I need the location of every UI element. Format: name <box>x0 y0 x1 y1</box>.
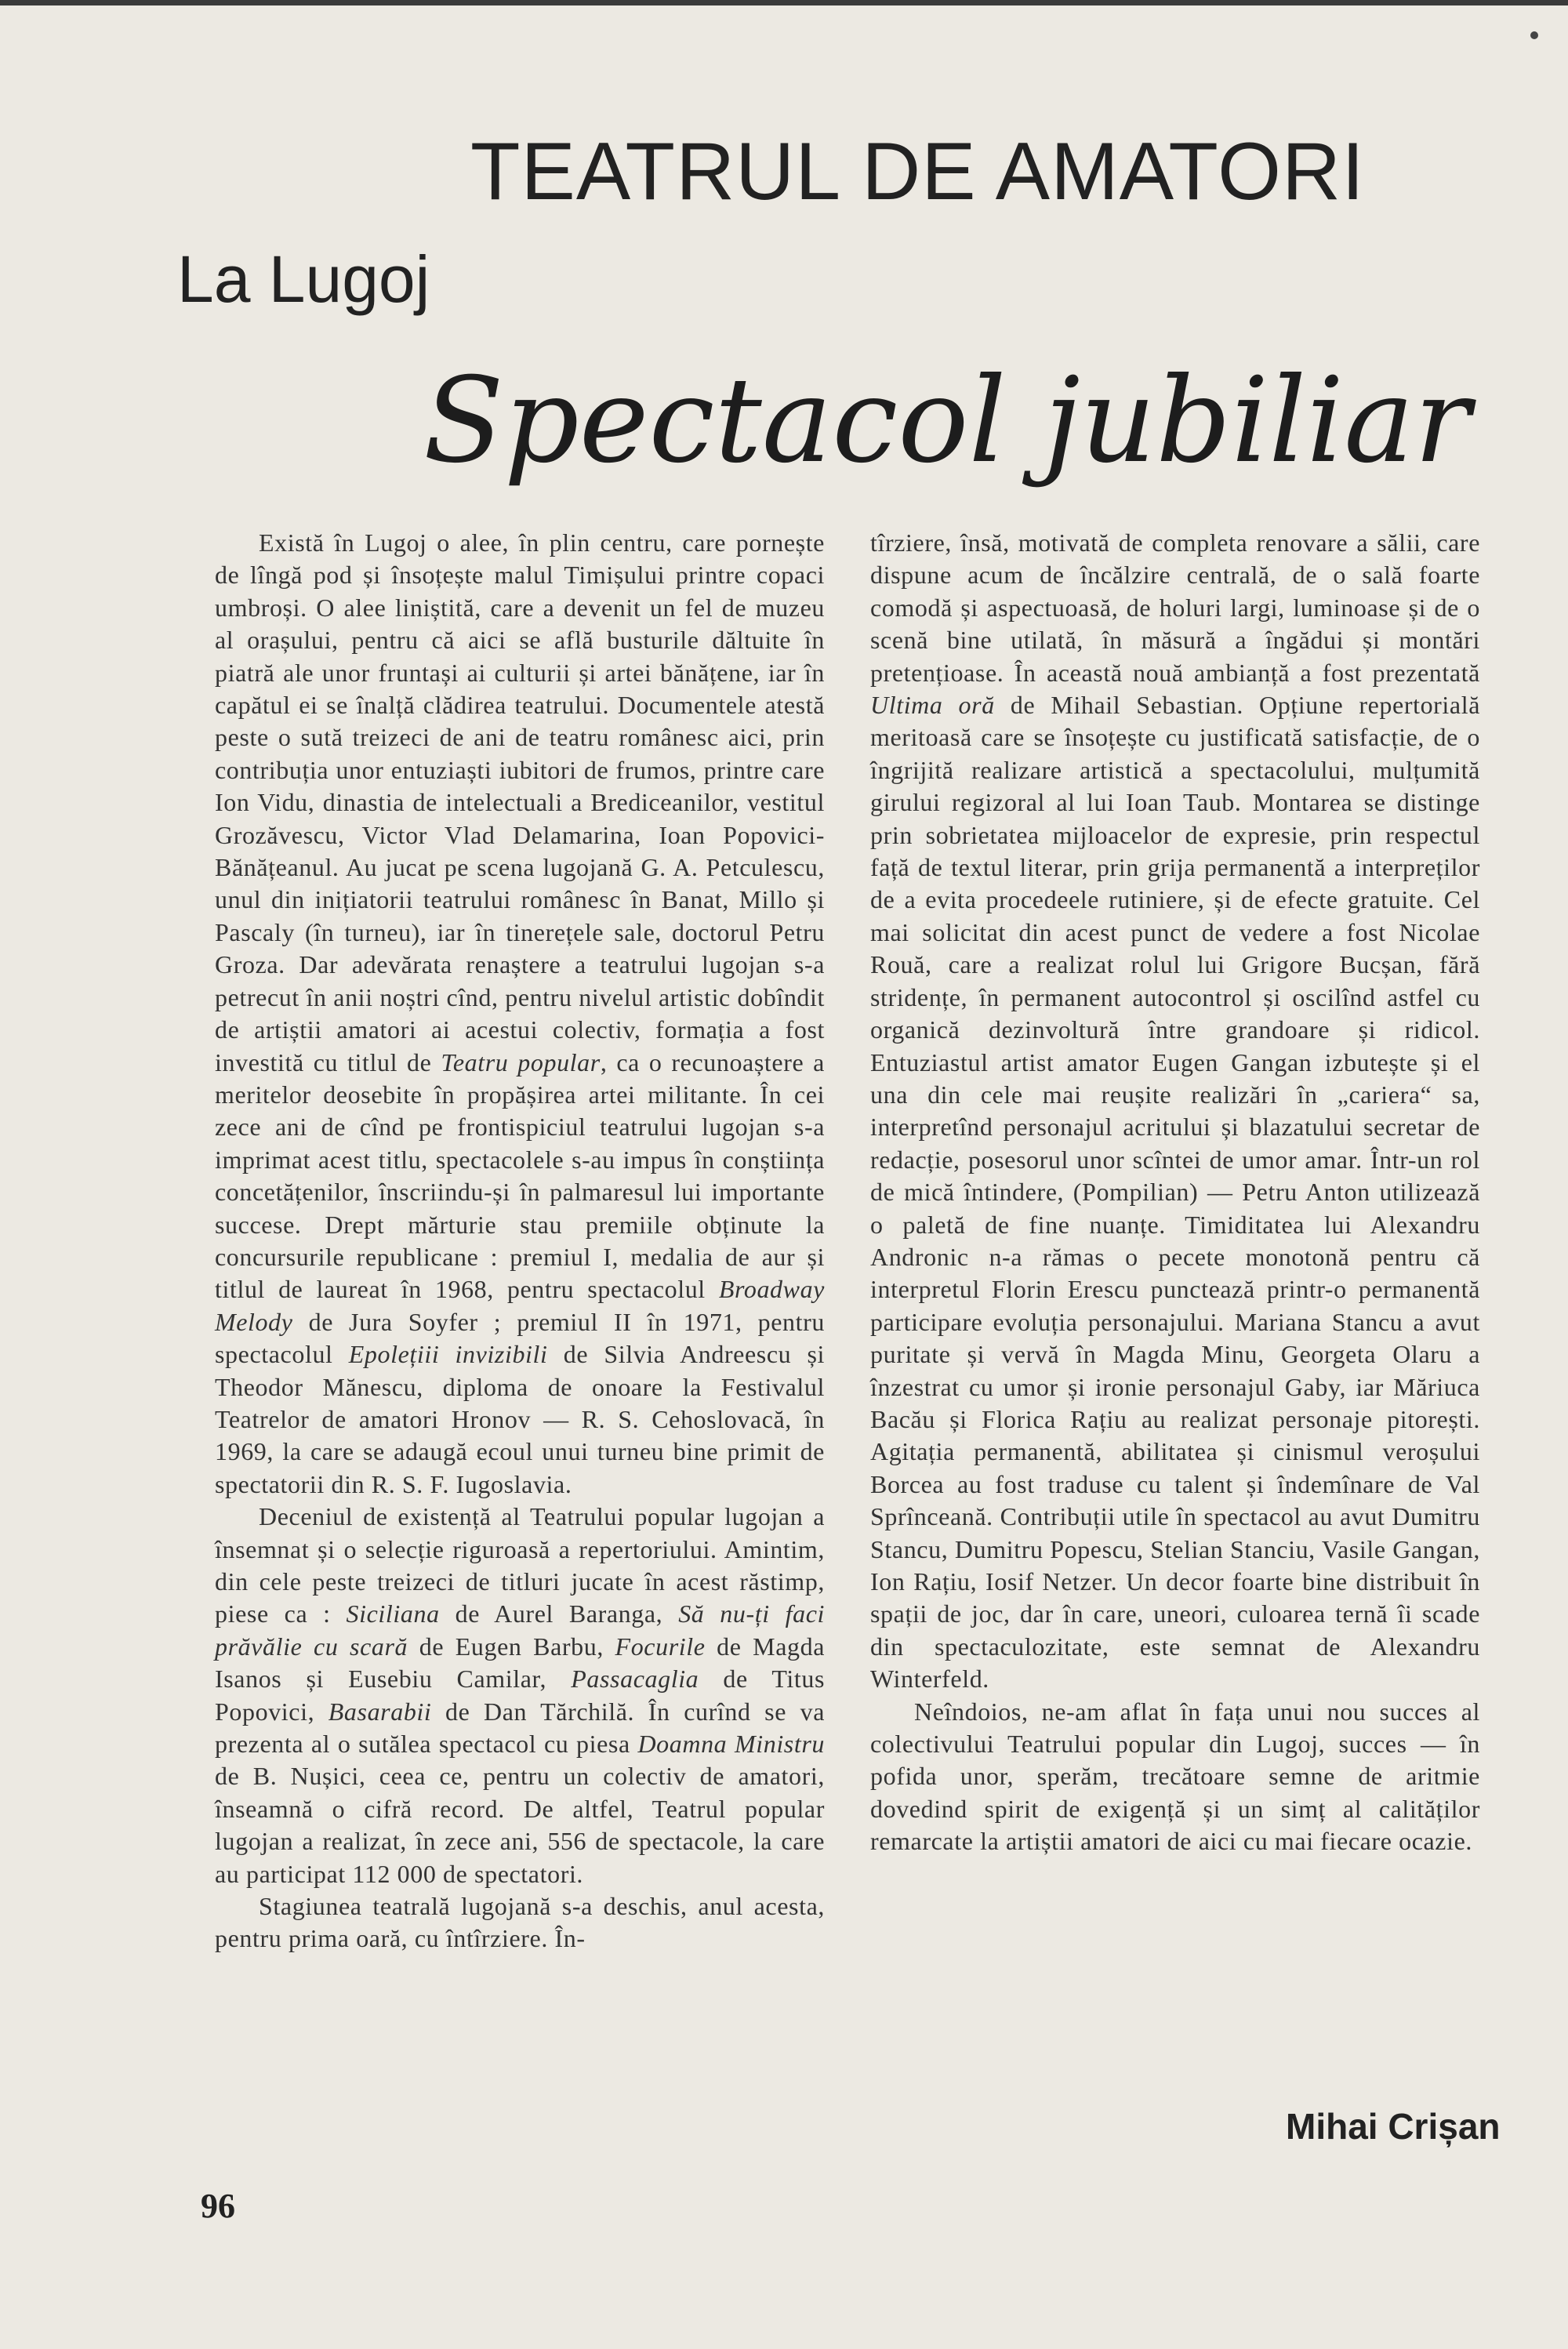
italic-title: Să nu-ți faci prăvălie cu scară <box>215 1599 825 1661</box>
article-paragraph: Stagiunea teatrală lugojană s-a deschis, anul acesta, pentru prima oară, cu întîrziere. În- <box>215 1892 825 1953</box>
italic-title: Ultima oră <box>870 691 995 720</box>
italic-title: Basarabii <box>328 1697 432 1726</box>
article-column-right <box>870 527 1480 1858</box>
section-title: TEATRUL DE AMATORI <box>470 126 1365 217</box>
ink-mark <box>1530 31 1538 39</box>
top-rule <box>0 0 1568 5</box>
article-column-left <box>215 527 825 1955</box>
article-paragraph: Deceniul de existență al Teatrului popular lugojan a însemnat și o selecție riguroasă a repertoriului. Amintim, din cele peste treizeci de titluri jucate în acest răstimp, piese ca : Siciliana de Aurel Baranga, Să nu-ți faci prăvălie cu scară de Eugen Barbu, Focurile de Magda Isanos și Eusebiu Camilar, Passacaglia de Titus Popovici, Basarabii de Dan Tărchilă. În curînd se va prezenta al o sutălea spectacol cu piesa Doamna Ministru de B. Nușici, ceea ce, pentru un colectiv de amatori, înseamnă o cifră record. De altfel, Teatrul popular lugojan a realizat, în zece ani, 556 de spectacole, la care au participat 112 000 de spectatori. <box>215 1502 826 1888</box>
city-subtitle: La Lugoj <box>177 242 430 316</box>
italic-title: Broadway Melody <box>215 1275 825 1336</box>
italic-title: Epolețiii invizibili <box>348 1340 548 1369</box>
article-paragraph: tîrziere, însă, motivată de completa renovare a sălii, care dispune acum de încălzire centrală, de o sală foarte comodă și aspectuoasă, de holuri largi, luminoase și de o scenă bine utilată, în măsură a îngădui și montări pretențioase. În această nouă ambianță a fost prezentată Ultima oră de Mihail Sebastian. Opțiune repertorială meritoasă care se însoțește cu justificată satisfacție, de o îngrijită realizare artistică a spectacolului, mulțumită girului regizoral al lui Ioan Taub. Montarea se distinge prin sobrietatea mijloacelor de expresie, prin respectul față de textul literar, prin grija permanentă a interpreților de a evita procedeele rutiniere, și de efecte gratuite. Cel mai solicitat din acest punct de vedere a fost Nicolae Rouă, care a realizat rolul lui Grigore Bucșan, fără stridențe, în permanent autocontrol și oscilînd astfel cu organică dezinvoltură între grandoare și ridicol. Entuziastul artist amator Eugen Gangan izbutește și el una din cele mai reușite realizări în „cariera“ sa, interpretînd personajul acritului și blazatului secretar de redacție, posesorul unor scîntei de umor amar. Într-un rol de mică întindere, (Pompilian) — Petru Anton utilizează o paletă de fine nuanțe. Timiditatea lui Alexandru Andronic n-a rămas o pecete monotonă pentru că interpretul Florin Erescu punctează printr-o permanentă participare evoluția personajului. Mariana Stancu a avut puritate și vervă în Magda Minu, Georgeta Olaru a înzestrat cu umor și ironie personajul Gaby, iar Măriuca Bacău și Florica Rațiu au realizat personaje pitorești. Agitația permanentă, abilitatea și cinismul veroșului Borcea au fost traduse cu talent și îndemînare de Val Sprînceană. Contribuții utile în spectacol au avut Dumitru Stancu, Dumitru Popescu, Stelian Stanciu, Vasile Gangan, Ion Rațiu, Iosif Netzer. Un decor foarte bine distribuit în spații de joc, dar în care, uneori, culoarea ternă îi scade din spectaculozitate, este semnat de Alexandru Winterfeld. <box>870 528 1481 1694</box>
italic-title: Passacaglia <box>571 1665 699 1694</box>
italic-title: Doamna Ministru <box>637 1730 826 1759</box>
article-paragraph: Există în Lugoj o alee, în plin centru, care pornește de lîngă pod și însoțește malul Timișului printre copaci umbroși. O alee liniștită, care a devenit un fel de muzeu al orașului, pentru că aici se află busturile dăltuite în piatră ale unor fruntași ai culturii și artei bănățene, iar în capătul ei se înalță clădirea teatrului. Documentele atestă peste o sută treizeci de ani de teatru românesc aici, prin contribuția unor entuziaști iubitori de frumos, printre care Ion Vidu, dinastia de intelectuali a Brediceanilor, vestitul Grozăvescu, Victor Vlad Delamarina, Ioan Popovici-Bănățeanul. Au jucat pe scena lugojană G. A. Petculescu, unul din inițiatorii teatrului românesc în Banat, Millo și Pascaly (în turneu), iar în tinerețele sale, doctorul Petru Groza. Dar adevărata renaștere a teatrului lugojan s-a petrecut în anii noștri cînd, pentru nivelul artistic dobîndit de artiștii amatori ai acestui colectiv, formația a fost investită cu titlul de Teatru popular, ca o recunoaștere a meritelor deosebite în propășirea artei militante. În cei zece ani de cînd pe frontispiciul teatrului lugojan s-a imprimat acest titlu, spectacolele s-au impus în conștiința concetățenilor, înscriindu-și în palmaresul lui importante succese. Drept mărturie stau premiile obținute la concursurile republicane : premiul I, medalia de aur și titlul de laureat în 1968, pentru spectacolul Broadway Melody de Jura Soyfer ; premiul II în 1971, pentru spectacolul Epolețiii invizibili de Silvia Andreescu și Theodor Mănescu, diploma de onoare la Festivalul Teatrelor de amatori Hronov — R. S. Cehoslovacă, în 1969, la care se adaugă ecoul unui turneu bine primit de spectatorii din R. S. F. Iugoslavia. <box>215 528 825 1498</box>
article-headline: Spectacol jubiliar <box>423 353 1471 489</box>
article-paragraph: Neîndoios, ne-am aflat în fața unui nou succes al colectivului Teatrului popular din Lugoj, succes — în pofida unor, sperăm, trecătoare semne de aritmie dovedind spirit de exigență și un simț al calităților remarcate la artiștii amatori de aici cu mai fiecare ocazie. <box>870 1697 1480 1856</box>
page-number: 96 <box>201 2187 235 2225</box>
italic-title: Siciliana <box>346 1599 440 1628</box>
italic-title: Focurile <box>615 1632 706 1661</box>
italic-title: Teatru popular <box>441 1047 601 1076</box>
article-author: Mihai Crișan <box>1286 2106 1501 2147</box>
